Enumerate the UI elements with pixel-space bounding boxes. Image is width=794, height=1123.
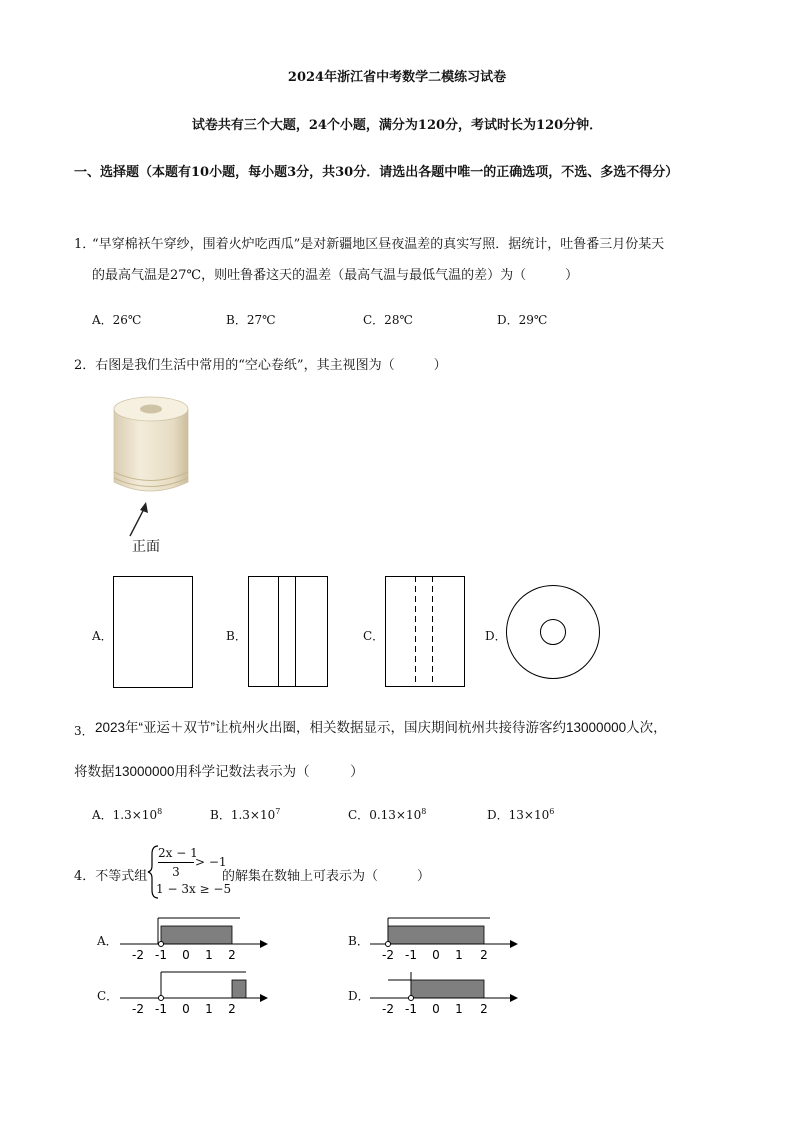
q1-option-b: B．27℃ bbox=[226, 313, 276, 327]
q4-frac-denominator: 3 bbox=[172, 865, 180, 879]
tick-label: 1 bbox=[455, 948, 463, 962]
q4-prefix: 4．不等式组 bbox=[74, 869, 148, 884]
q2-option-b-label: B． bbox=[226, 629, 247, 643]
q2-option-c-figure bbox=[385, 576, 467, 688]
q1-line2: 的最高气温是27℃，则吐鲁番这天的温差（最高气温与最低气温的差）为（ ） bbox=[92, 268, 579, 283]
q2-text: 2．右图是我们生活中常用的“空心卷纸”，其主视图为（ ） bbox=[74, 358, 447, 373]
section-1-title: 一、选择题（本题有10小题，每小题3分，共30分．请选出各题中唯一的正确选项，不选、多选不得分） bbox=[74, 165, 679, 180]
q2-option-a-label: A． bbox=[92, 629, 113, 643]
q1-option-c: C．28℃ bbox=[363, 313, 413, 327]
tick-label: 0 bbox=[182, 1002, 190, 1016]
q4-frac-bar bbox=[158, 862, 194, 863]
tick-label: 2 bbox=[228, 948, 236, 962]
q4-option-a-label: A． bbox=[97, 934, 118, 948]
q4-option-b-numberline bbox=[370, 912, 520, 962]
q2-option-c-label: C． bbox=[363, 629, 385, 643]
tick-label: 0 bbox=[432, 948, 440, 962]
q3-number: 3． bbox=[74, 724, 94, 738]
page-title: 2024年浙江省中考数学二模练习试卷 bbox=[287, 70, 507, 85]
tick-label: 1 bbox=[455, 1002, 463, 1016]
front-caption: 正面 bbox=[132, 539, 160, 555]
q2-option-a-figure bbox=[113, 576, 193, 688]
tick-label: 0 bbox=[432, 1002, 440, 1016]
q3-option-c: C．$0.13\times 10^8$ bbox=[348, 807, 427, 822]
q3-option-a: A．$1.3\times 10^8$ bbox=[92, 807, 163, 822]
q4-frac-numerator: 2x − 1 bbox=[158, 846, 198, 860]
q1-line1: “早穿棉袄午穿纱，围着火炉吃西瓜”是对新疆地区昼夜温差的真实写照．据统计，吐鲁番三月份某天 bbox=[92, 237, 665, 252]
tick-label: -1 bbox=[405, 1002, 417, 1016]
q4-suffix: 的解集在数轴上可表示为（ ） bbox=[222, 869, 431, 884]
tick-label: -2 bbox=[382, 948, 394, 962]
q2-option-d-label: D． bbox=[485, 629, 507, 643]
tick-label: 2 bbox=[228, 1002, 236, 1016]
q1-option-d: D．29℃ bbox=[497, 313, 548, 327]
q4-ineq1-rhs: > −1 bbox=[195, 855, 227, 869]
q4-option-d-numberline bbox=[370, 966, 520, 1016]
q2-option-b-figure bbox=[248, 576, 330, 688]
tick-label: -2 bbox=[382, 1002, 394, 1016]
tick-label: -1 bbox=[155, 948, 167, 962]
tick-label: -2 bbox=[132, 948, 144, 962]
q4-option-d-label: D． bbox=[348, 989, 370, 1003]
tick-label: 2 bbox=[480, 948, 488, 962]
q3-line2: 将数据13000000用科学记数法表示为（ ） bbox=[74, 764, 364, 779]
q4-ineq2: 1 − 3x ≥ −5 bbox=[156, 882, 232, 896]
q2-option-d-figure bbox=[505, 584, 603, 682]
q4-option-a-numberline bbox=[120, 912, 270, 962]
tick-label: 2 bbox=[480, 1002, 488, 1016]
tick-label: -1 bbox=[155, 1002, 167, 1016]
tick-label: 1 bbox=[205, 1002, 213, 1016]
q3-line1: 2023年“亚运＋双节”让杭州火出圈，相关数据显示，国庆期间杭州共接待游客约13000000人次， bbox=[95, 720, 667, 735]
q4-option-c-label: C． bbox=[97, 989, 119, 1003]
q4-option-c-numberline bbox=[120, 966, 270, 1016]
q4-option-b-label: B． bbox=[348, 934, 369, 948]
q1-number: 1． bbox=[74, 237, 96, 252]
tick-label: -1 bbox=[405, 948, 417, 962]
tick-label: 1 bbox=[205, 948, 213, 962]
q3-option-b: B．$1.3\times 10^7$ bbox=[210, 807, 281, 822]
tick-label: 0 bbox=[182, 948, 190, 962]
q3-option-d: D．$13\times 10^6$ bbox=[487, 807, 555, 822]
exam-info: 试卷共有三个大题，24个小题，满分为120分，考试时长为120分钟． bbox=[191, 118, 603, 133]
q1-option-a: A．26℃ bbox=[92, 313, 142, 327]
tick-label: -2 bbox=[132, 1002, 144, 1016]
